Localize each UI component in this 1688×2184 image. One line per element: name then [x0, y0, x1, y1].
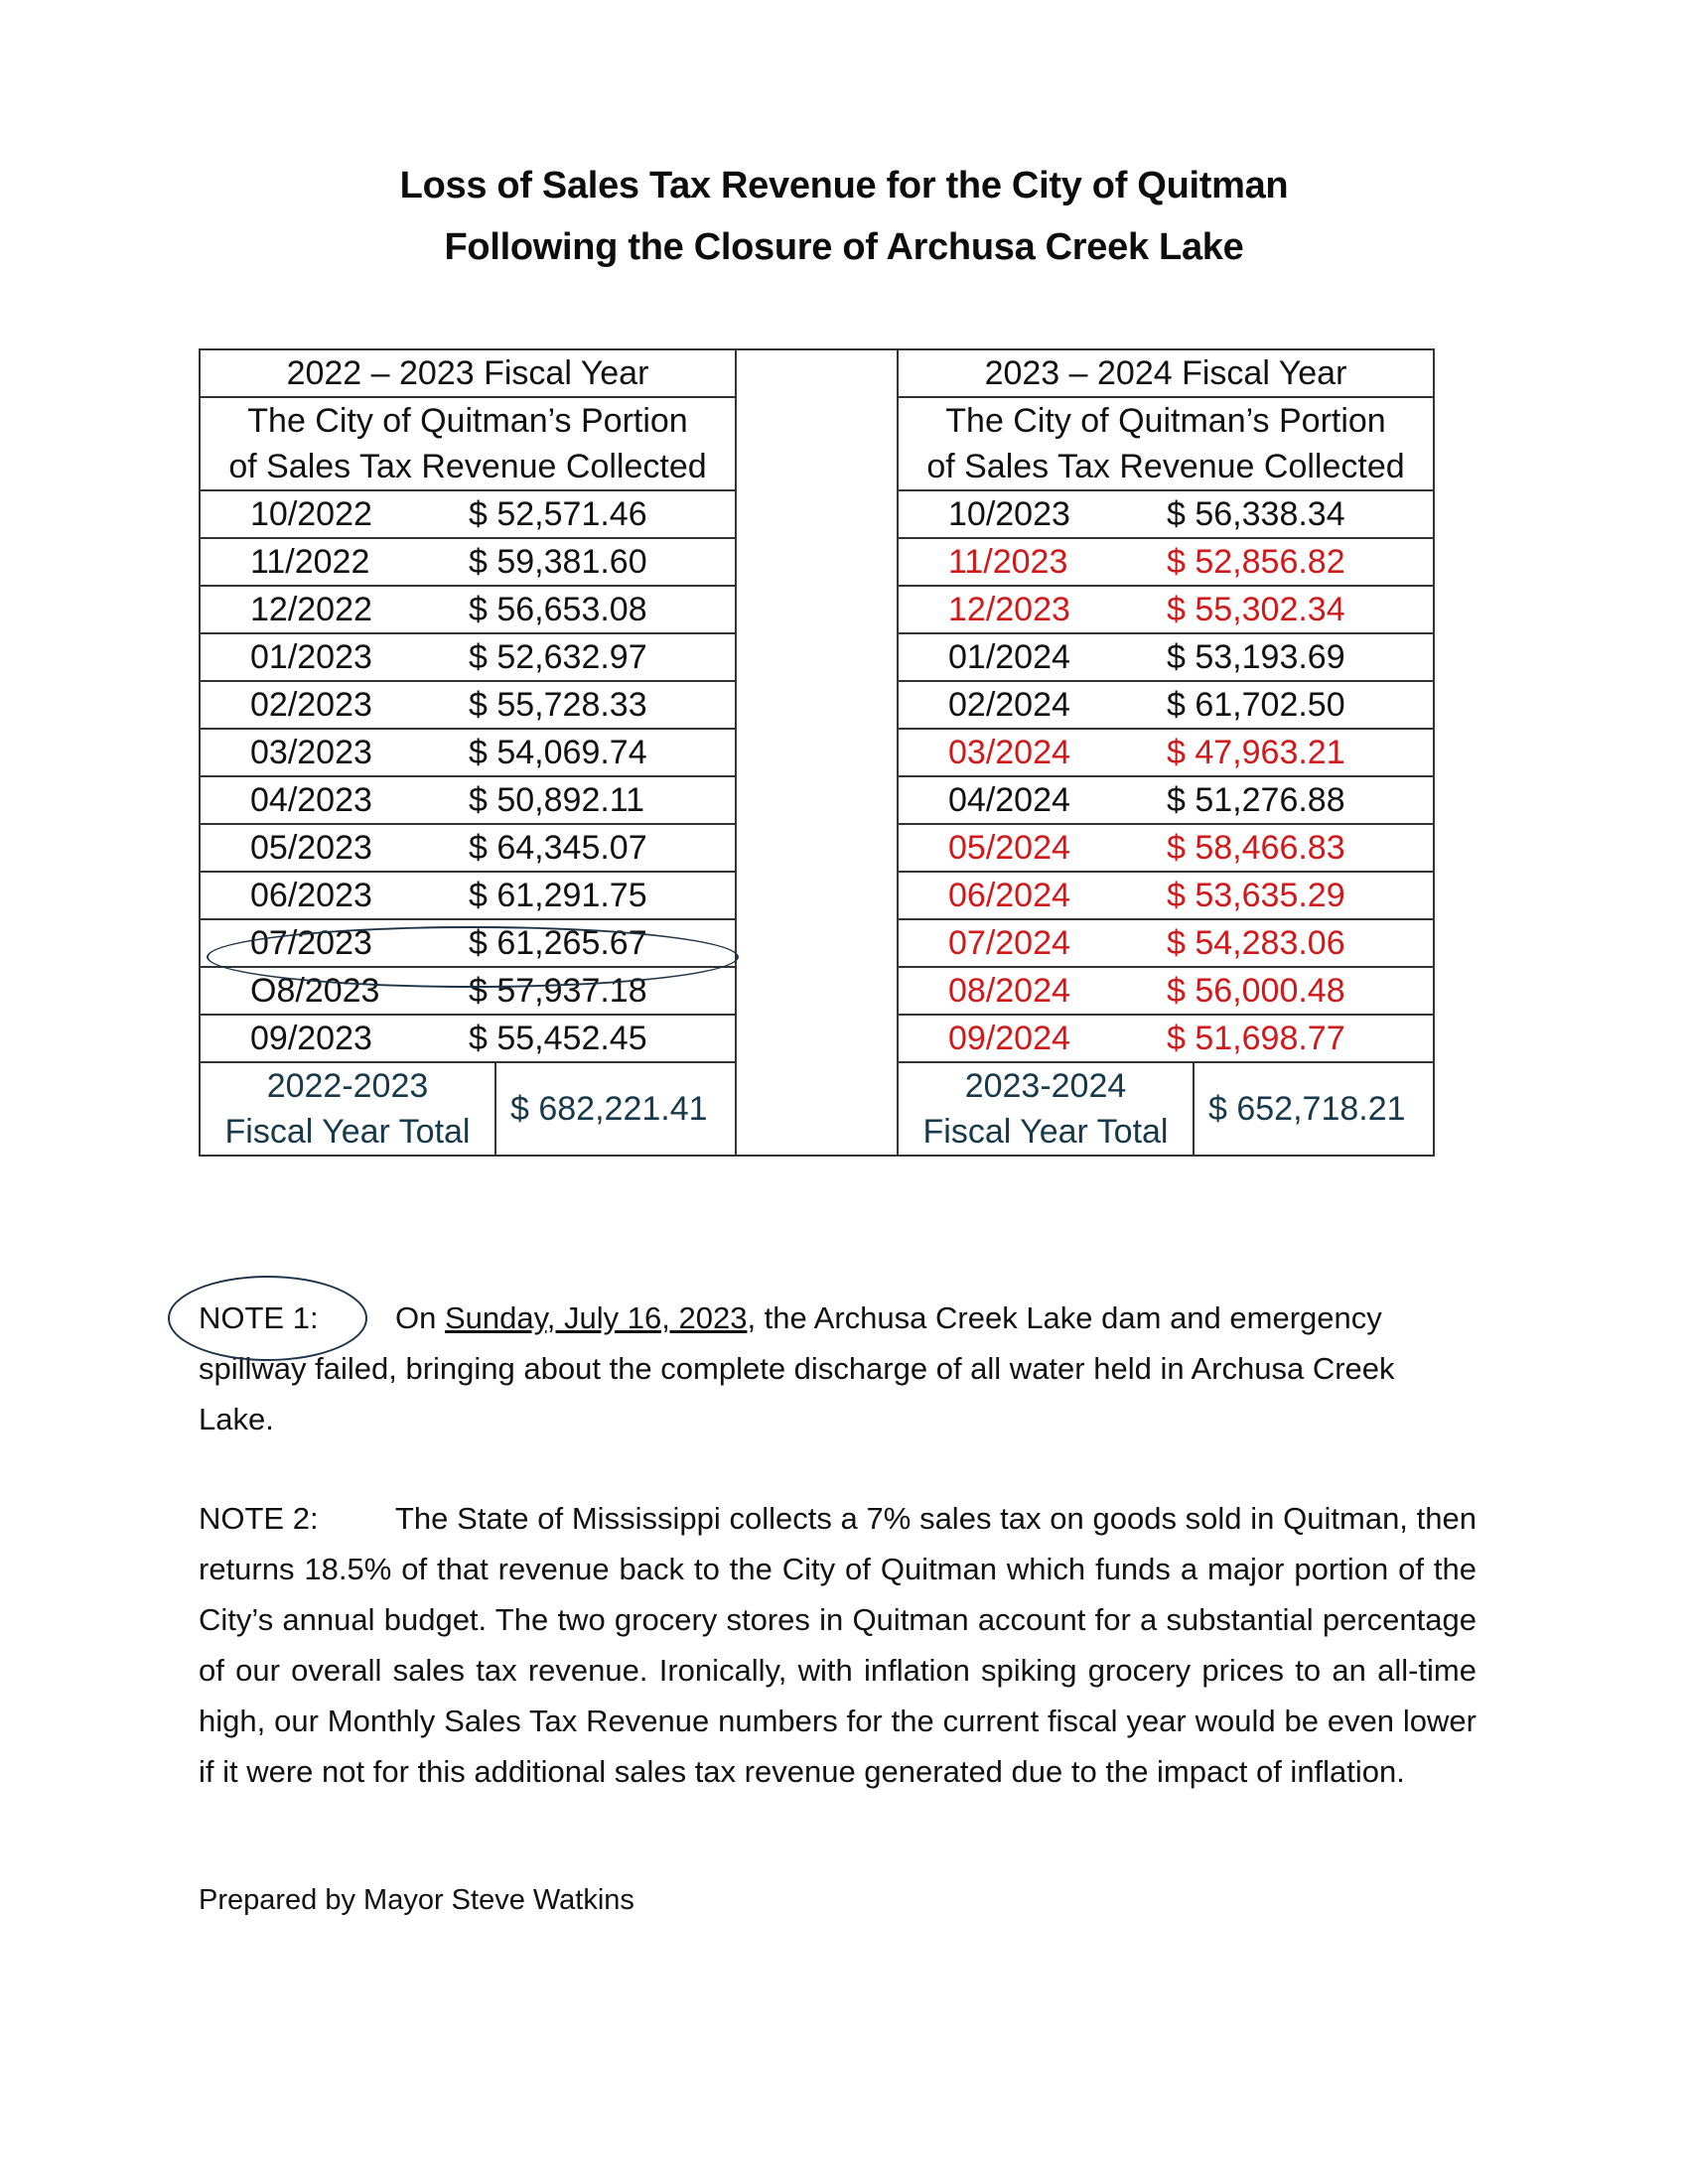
month-label: 06/2024 [948, 877, 1070, 914]
month-label: 11/2023 [948, 543, 1068, 581]
month-label: O8/2023 [250, 972, 380, 1010]
month-label: 12/2022 [250, 591, 372, 628]
month-label: 12/2023 [948, 591, 1070, 628]
month-label: 07/2023 [250, 924, 372, 962]
month-label: 04/2023 [250, 781, 372, 819]
note-1-date: Sunday, July 16, 2023 [444, 1300, 748, 1335]
right-month-cell [898, 729, 1434, 776]
month-label: 10/2022 [250, 495, 372, 533]
left-month-cell [200, 824, 736, 872]
left-month-cell [200, 729, 736, 776]
revenue-amount: $ 51,276.88 [1167, 781, 1345, 819]
revenue-amount: $ 52,632.97 [469, 638, 647, 676]
revenue-amount: $ 56,338.34 [1167, 495, 1345, 533]
revenue-amount: $ 58,466.83 [1167, 829, 1345, 867]
left-fiscal-year-header: 2022 – 2023 Fiscal Year [200, 349, 736, 397]
right-month-cell [898, 824, 1434, 872]
left-month-cell [200, 681, 736, 729]
revenue-amount: $ 50,892.11 [469, 781, 645, 819]
left-month-cell [200, 776, 736, 824]
note-2 [199, 1493, 1477, 1797]
left-month-cell [200, 586, 736, 633]
note-2-text: The State of Mississippi collects a 7% sales tax on goods sold in Quitman, then returns 18.5% of that revenue back to the City of Quitman which funds a major portion of the City’s annual budget. The two grocery stores in Quitman account for a substantial percentage of our overall sales tax revenue. Ironically, with inflation spiking grocery prices to an all-time high, our Monthly Sales Tax Revenue numbers for the current fiscal year would be even lower if it were not for this additional sales tax revenue generated due to the impact of inflation. [199, 1501, 1477, 1789]
spacer-column [736, 349, 898, 1156]
revenue-amount: $ 47,963.21 [1167, 734, 1345, 771]
revenue-amount: $ 61,702.50 [1167, 686, 1345, 724]
revenue-amount: $ 57,937.18 [469, 972, 647, 1010]
right-month-cell [898, 681, 1434, 729]
left-subheader-line1: The City of Quitman’s Portion [247, 402, 688, 440]
right-month-cell [898, 633, 1434, 681]
left-total-amount: $ 682,221.41 [495, 1062, 736, 1156]
month-label: 02/2024 [948, 686, 1070, 724]
right-month-cell [898, 872, 1434, 919]
total-label-line1: 2022-2023 [266, 1067, 429, 1105]
left-month-cell [200, 872, 736, 919]
month-label: 06/2023 [250, 877, 372, 914]
note-2-label: NOTE 2: [199, 1501, 319, 1536]
month-label: 03/2024 [948, 734, 1070, 771]
right-month-cell [898, 586, 1434, 633]
revenue-amount: $ 55,302.34 [1167, 591, 1345, 628]
right-month-cell [898, 1015, 1434, 1062]
month-label: 07/2024 [948, 924, 1070, 962]
month-label: 05/2023 [250, 829, 372, 867]
right-month-cell [898, 919, 1434, 967]
fiscal-year-header-row [200, 349, 1434, 397]
revenue-amount: $ 55,728.33 [469, 686, 647, 724]
right-total-label [898, 1062, 1194, 1156]
total-label-line2: Fiscal Year Total [224, 1113, 471, 1151]
right-month-cell [898, 967, 1434, 1015]
month-label: 02/2023 [250, 686, 372, 724]
revenue-comparison-table [199, 348, 1435, 1157]
right-month-cell [898, 490, 1434, 538]
annotation-oval-july-2023 [207, 926, 739, 988]
revenue-amount: $ 61,265.67 [469, 924, 647, 962]
left-subheader [200, 397, 736, 490]
month-label: 01/2024 [948, 638, 1070, 676]
month-label: 01/2023 [250, 638, 372, 676]
right-month-cell [898, 538, 1434, 586]
month-label: 08/2024 [948, 972, 1070, 1010]
right-subheader [898, 397, 1434, 490]
left-month-cell [200, 1015, 736, 1062]
note-1-prefix: On [395, 1300, 445, 1335]
revenue-amount: $ 53,635.29 [1167, 877, 1345, 914]
left-total-label [200, 1062, 495, 1156]
month-label: 04/2024 [948, 781, 1070, 819]
document-title-line1: Loss of Sales Tax Revenue for the City of Quitman [399, 165, 1289, 206]
revenue-amount: $ 61,291.75 [469, 877, 647, 914]
revenue-amount: $ 52,856.82 [1167, 543, 1345, 581]
revenue-amount: $ 52,571.46 [469, 495, 647, 533]
right-month-cell [898, 776, 1434, 824]
document-title-line2: Following the Closure of Archusa Creek Lake [444, 226, 1244, 268]
left-month-cell [200, 633, 736, 681]
prepared-by: Prepared by Mayor Steve Watkins [199, 1884, 634, 1916]
total-label-line2: Fiscal Year Total [922, 1113, 1169, 1151]
right-total-amount: $ 652,718.21 [1194, 1062, 1434, 1156]
revenue-amount: $ 54,069.74 [469, 734, 647, 771]
left-subheader-line2: of Sales Tax Revenue Collected [228, 448, 707, 485]
revenue-amount: $ 53,193.69 [1167, 638, 1345, 676]
month-label: 09/2023 [250, 1020, 372, 1057]
right-subheader-line1: The City of Quitman’s Portion [945, 402, 1386, 440]
revenue-amount: $ 54,283.06 [1167, 924, 1345, 962]
right-subheader-line2: of Sales Tax Revenue Collected [926, 448, 1405, 485]
left-month-cell [200, 490, 736, 538]
month-label: 11/2022 [250, 543, 370, 581]
month-label: 03/2023 [250, 734, 372, 771]
total-label-line1: 2023-2024 [964, 1067, 1127, 1105]
month-label: 10/2023 [948, 495, 1070, 533]
revenue-amount: $ 56,653.08 [469, 591, 647, 628]
month-label: 05/2024 [948, 829, 1070, 867]
revenue-amount: $ 51,698.77 [1167, 1020, 1345, 1057]
annotation-oval-note-1 [168, 1276, 367, 1361]
note-1 [199, 1293, 1477, 1444]
revenue-amount: $ 64,345.07 [469, 829, 647, 867]
month-label: 09/2024 [948, 1020, 1070, 1057]
left-month-cell [200, 538, 736, 586]
revenue-amount: $ 55,452.45 [469, 1020, 647, 1057]
revenue-amount: $ 59,381.60 [469, 543, 647, 581]
right-fiscal-year-header: 2023 – 2024 Fiscal Year [898, 349, 1434, 397]
note-1-label: NOTE 1: [199, 1300, 319, 1335]
revenue-amount: $ 56,000.48 [1167, 972, 1345, 1010]
note-1-text: , the Archusa Creek Lake dam and emergency spillway failed, bringing about the complete discharge of all water held in Archusa Creek Lake. [199, 1300, 1395, 1436]
